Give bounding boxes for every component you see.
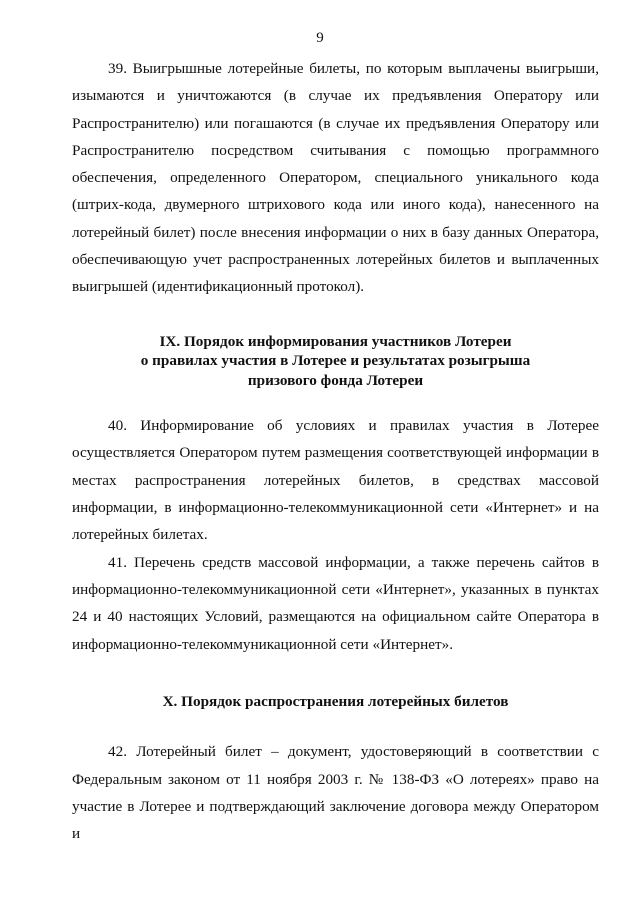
paragraph-39: 39. Выигрышные лотерейные билеты, по которым выплачены выигрыши, изымаются и уничтожаются (в случае их предъявления Оператору или Распространителю) или погашаются (в случае их предъявления Оператору или Распространителю посредством считывания с помощью программного обеспечения, определенного Оператором, специального уникального кода (штрих-кода, двумерного штрихового кода или иного кода), нанесенного на лотерейный билет) после внесения информации о них в базу данных Оператора, обеспечивающую учет распространенных лотерейных билетов и выплаченных выигрышей (идентификационный протокол). (72, 60, 599, 296)
section-heading-ix (72, 332, 599, 391)
section-heading-ix-line-2: о правилах участия в Лотерее и результатах розыгрыша (140, 352, 531, 370)
page-number: 9 (316, 30, 324, 46)
paragraph-40: 40. Информирование об условиях и правилах участия в Лотерее осуществляется Оператором путем размещения соответствующей информации в местах распространения лотерейных билетов, в средствах массовой информации, в информационно-телекоммуникационной сети «Интернет» и на лотерейных билетах. (72, 417, 599, 544)
section-heading-ix-line-1: IX. Порядок информирования участников Лотереи (159, 332, 512, 350)
paragraph-41: 41. Перечень средств массовой информации, а также перечень сайтов в информационно-телекоммуникационной сети «Интернет», указанных в пунктах 24 и 40 настоящих Условий, размещаются на официальном сайте Оператора в информационно-телекоммуникационной сети «Интернет». (72, 553, 599, 653)
paragraph-42: 42. Лотерейный билет – документ, удостоверяющий в соответствии с Федеральным законом от 11 ноября 2003 г. № 138-ФЗ «О лотереях» право на участие в Лотерее и подтверждающий заключение договора между Оператором и (72, 743, 599, 843)
section-heading-ix-line-3: призового фонда Лотереи (247, 371, 424, 389)
section-heading-x (72, 692, 599, 712)
section-heading-x-line-1: X. Порядок распространения лотерейных билетов (162, 692, 509, 710)
document-body (72, 55, 599, 848)
